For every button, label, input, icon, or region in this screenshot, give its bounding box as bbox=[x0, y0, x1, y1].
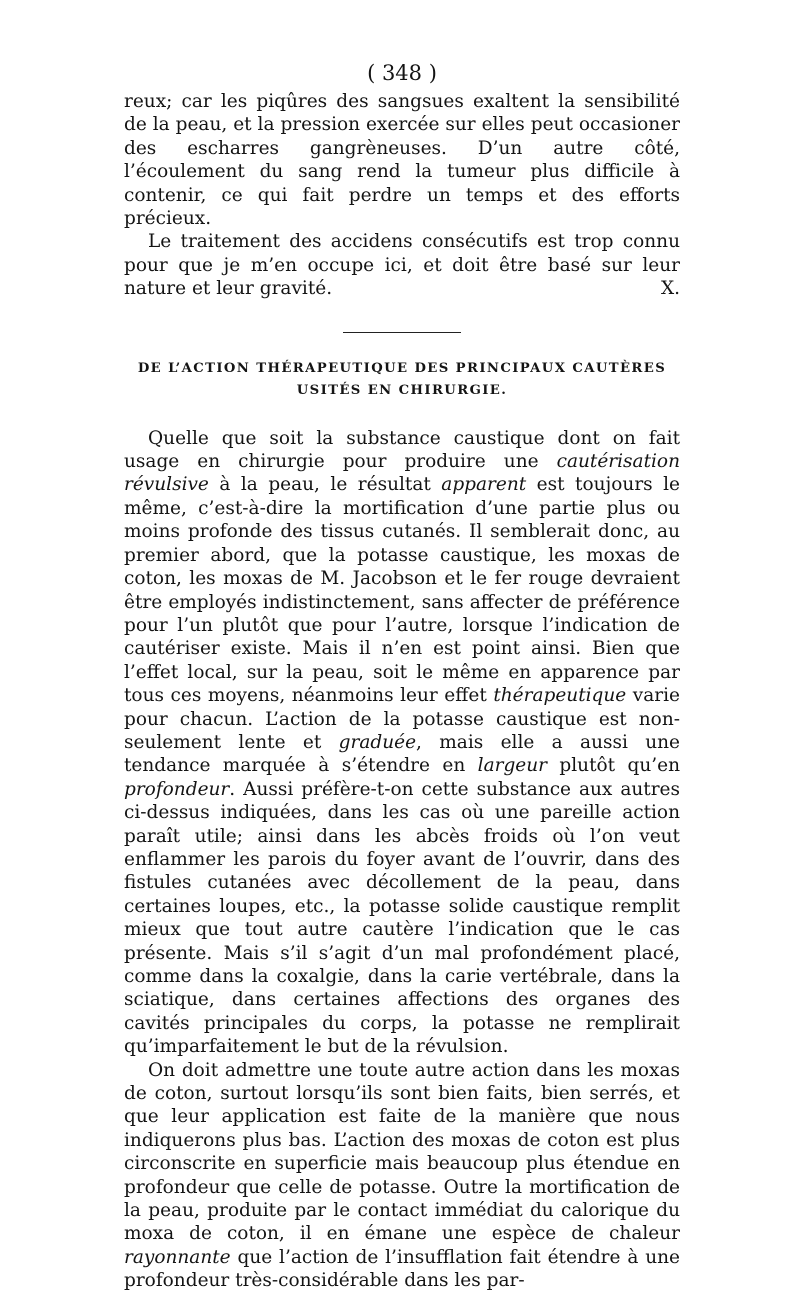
text-run: varie pour chacun. L’action de la potasse caustique est non-seulement lente et bbox=[124, 685, 680, 753]
italic-run: rayonnante bbox=[124, 1246, 231, 1268]
text-run: Quelle que soit la substance caustique dont on fait usage en chirurgie pour produire une bbox=[124, 427, 680, 473]
text-run: , mais elle a aussi une tendance marquée à s’étendre en bbox=[124, 731, 681, 777]
section-heading-line-1: DE L’ACTION THÉRAPEUTIQUE DES PRINCIPAUX CAUTÈRES bbox=[137, 360, 667, 376]
closing-paragraph bbox=[124, 230, 680, 300]
section-heading bbox=[124, 358, 680, 402]
italic-run: apparent bbox=[441, 474, 527, 496]
text-run: est toujours le même, c’est-à-dire la mortification d’une partie plus ou moins profonde des tissus cutanés. Il semblerait donc, au premier abord, que la potasse caustique, les moxas de coton, les moxas de M. Jacobson et le fer rouge devraient être employés indistinctement, sans affecter de préférence pour l’un plutôt que pour l’autre, lorsque l’indication de cautériser existe. Mais il n’en est point ainsi. Bien que l’effet local, sur la peau, soit le même en apparence par tous ces moyens, néanmoins leur effet bbox=[124, 474, 681, 707]
italic-run: thérapeutique bbox=[493, 685, 627, 707]
author-signature: X. bbox=[660, 278, 680, 300]
text-run: à la peau, le résultat bbox=[208, 474, 442, 496]
book-page bbox=[124, 58, 680, 1293]
body-paragraph-1 bbox=[124, 427, 680, 1059]
section-divider bbox=[343, 332, 461, 333]
italic-run: cautérisation révulsive bbox=[124, 451, 680, 496]
page-number: ( 348 ) bbox=[367, 61, 437, 85]
text-run: plutôt qu’en bbox=[547, 755, 680, 777]
continued-paragraph bbox=[124, 90, 680, 230]
body-paragraph-2 bbox=[124, 1059, 680, 1293]
closing-paragraph-text: Le traitement des accidens consécutifs est trop connu pour que je m’en occupe ici, et doit être basé sur leur nature et leur gravité. bbox=[124, 231, 680, 300]
italic-run: graduée bbox=[338, 731, 417, 753]
italic-run: largeur bbox=[477, 755, 547, 777]
text-run: . Aussi préfère-t-on cette substance aux autres ci-dessus indiquées, dans les cas où une pareille action paraît utile; ainsi dans les abcès froids où l’on veut enflammer les parois du foyer avant de l’ouvrir, dans des fistules cutanées avec décollement de la peau, dans certaines loupes, etc., la potasse solide caustique remplit mieux que tout autre cautère l’indication que le cas présente. Mais s’il s’agit d’un mal profondément placé, comme dans la coxalgie, dans la carie vertébrale, dans la sciatique, dans certaines affections des organes des cavités principales du corps, la potasse ne remplirait qu’imparfaitement le but de la révulsion. bbox=[124, 778, 680, 1058]
text-run: On doit admettre une toute autre action dans les moxas de coton, surtout lorsqu’ils sont bien faits, bien serrés, et que leur application est faite de la manière que nous indiquerons plus bas. L’action des moxas de coton est plus circonscrite en superficie mais beaucoup plus étendue en profondeur que celle de potasse. Outre la mortification de la peau, produite par le contact immédiat du calorique du moxa de coton, il en émane une espèce de chaleur bbox=[124, 1059, 680, 1245]
section-heading-line-2: USITÉS EN CHIRURGIE. bbox=[296, 382, 508, 398]
italic-run: profondeur bbox=[124, 778, 230, 800]
text-run: que l’action de l’insufflation fait étendre à une profondeur très-considérable dans les par- bbox=[124, 1246, 680, 1292]
continued-paragraph-text: reux; car les piqûres des sangsues exaltent la sensibilité de la peau, et la pression exercée sur elles peut occasioner des escharres gangrèneuses. D’un autre côté, l’écoulement du sang rend la tumeur plus difficile à contenir, ce qui fait perdre un temps et des efforts précieux. bbox=[124, 91, 680, 230]
